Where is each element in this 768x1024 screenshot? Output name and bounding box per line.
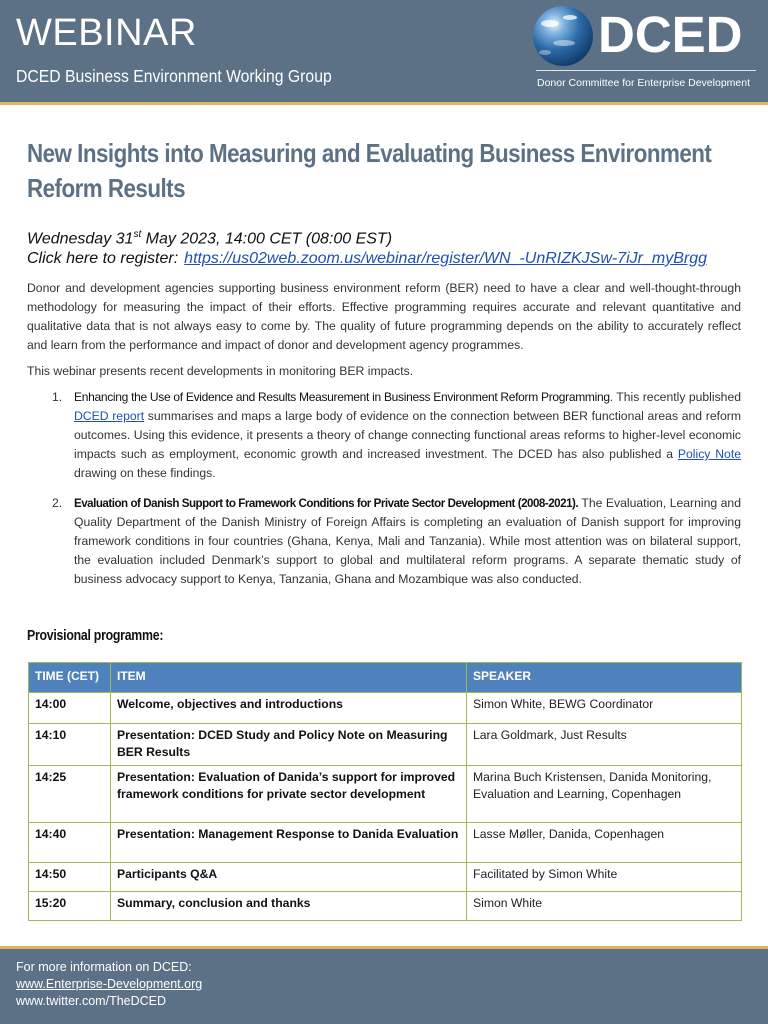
working-group-subtitle: DCED Business Environment Working Group (16, 66, 332, 86)
item-text: summarises and maps a large body of evidence on the connection between BER functional areas and reform outcomes. Using this evidence, it presents a theory of change connecting functional areas reforms to higher-level economic impacts such as employment, economic growth and increased investment. The DCED has also published a (74, 409, 742, 461)
time-cell: 14:25 (29, 766, 111, 823)
speaker-cell: Simon White, BEWG Coordinator (467, 693, 742, 724)
register-link[interactable]: https://us02web.zoom.us/webinar/register/WN_-UnRIZKJSw-7iJr_myBrgg (184, 250, 708, 267)
item-lead: Enhancing the Use of Evidence and Results Measurement in Business Environment Reform Programming (74, 390, 610, 404)
policy-note-link[interactable]: Policy Note (677, 447, 741, 461)
date-rest: May 2023, 14:00 CET (08:00 EST) (141, 230, 393, 248)
twitter-link[interactable]: www.twitter.com/TheDCED (16, 994, 167, 1008)
column-header-time: TIME (CET) (29, 663, 111, 693)
table-row (29, 823, 742, 863)
intro-paragraph: Donor and development agencies supporting business environment reform (BER) need to have a clear and well-thought-through methodology for measuring the impact of their efforts. Effective programming requires accurate and relevant quantitative and qualitative data that is not always easy to come by. The quality of future programming depends on the ability to accurately reflect and learn from the performance and impact of donor and development agency programmes. (27, 281, 741, 352)
dced-report-link[interactable]: DCED report (74, 409, 145, 423)
webinar-summary: This webinar presents recent developments in monitoring BER impacts. (27, 364, 414, 378)
dced-logo-text: DCED (598, 6, 743, 63)
table-row (29, 724, 742, 766)
page-title: New Insights into Measuring and Evaluating Business Environment Reform Results (27, 138, 712, 203)
website-link[interactable]: www.Enterprise-Development.org (16, 977, 203, 991)
list-number: 1. (52, 390, 63, 404)
date-prefix: Wednesday 31 (27, 230, 134, 248)
table-row (29, 766, 742, 823)
programme-table (28, 662, 742, 921)
header-divider (0, 102, 768, 105)
item-cell: Presentation: DCED Study and Policy Note on Measuring BER Results (111, 724, 467, 766)
date-suffix-sup: st (133, 229, 142, 240)
item-cell: Participants Q&A (111, 863, 467, 892)
time-cell: 14:10 (29, 724, 111, 766)
speaker-cell: Lara Goldmark, Just Results (467, 724, 742, 766)
item-text: . This recently published (609, 390, 741, 404)
footer-info-label: For more information on DCED: (16, 960, 192, 974)
item-text: The Evaluation, Learning and Quality Department of the Danish Ministry of Foreign Affairs is completing an evaluation of Danish support for improving framework conditions in four countries (Ghana, Kenya, Mali and Tanzania). While most attention was on bilateral support, the evaluation included Denmark’s support to global and multilateral reform programs. A separate thematic study of business advocacy support to Kenya, Tanzania, Ghana and Mozambique was also conducted. (74, 496, 741, 586)
time-cell: 14:40 (29, 823, 111, 863)
register-line (27, 248, 707, 270)
list-body (74, 388, 741, 483)
speaker-cell: Simon White (467, 892, 742, 921)
table-row (29, 693, 742, 724)
register-label: Click here to register: (27, 250, 179, 267)
table-row (29, 892, 742, 921)
item-lead: Evaluation of Danish Support to Framework Conditions for Private Sector Development (2008-2021). (74, 497, 579, 510)
list-number: 2. (52, 496, 63, 510)
programme-heading: Provisional programme: (27, 628, 164, 644)
item-text: drawing on these findings. (74, 466, 216, 480)
time-cell: 14:50 (29, 863, 111, 892)
item-cell: Presentation: Management Response to Danida Evaluation (111, 823, 467, 863)
globe-logo-icon (533, 6, 593, 66)
column-header-speaker: SPEAKER (467, 663, 742, 693)
speaker-cell: Marina Buch Kristensen, Danida Monitoring, Evaluation and Learning, Copenhagen (467, 766, 742, 823)
time-cell: 14:00 (29, 693, 111, 724)
table-header-row (29, 663, 742, 693)
event-date (27, 224, 392, 250)
webinar-title: WEBINAR (16, 12, 197, 54)
table-row (29, 863, 742, 892)
item-cell: Summary, conclusion and thanks (111, 892, 467, 921)
time-cell: 15:20 (29, 892, 111, 921)
column-header-item: ITEM (111, 663, 467, 693)
list-body (74, 494, 741, 589)
speaker-cell: Facilitated by Simon White (467, 863, 742, 892)
item-cell: Presentation: Evaluation of Danida’s support for improved framework conditions for private sector development (111, 766, 467, 823)
logo-tagline: Donor Committee for Enterprise Development (537, 77, 751, 89)
logo-rule (536, 70, 756, 71)
item-cell: Welcome, objectives and introductions (111, 693, 467, 724)
speaker-cell: Lasse Møller, Danida, Copenhagen (467, 823, 742, 863)
